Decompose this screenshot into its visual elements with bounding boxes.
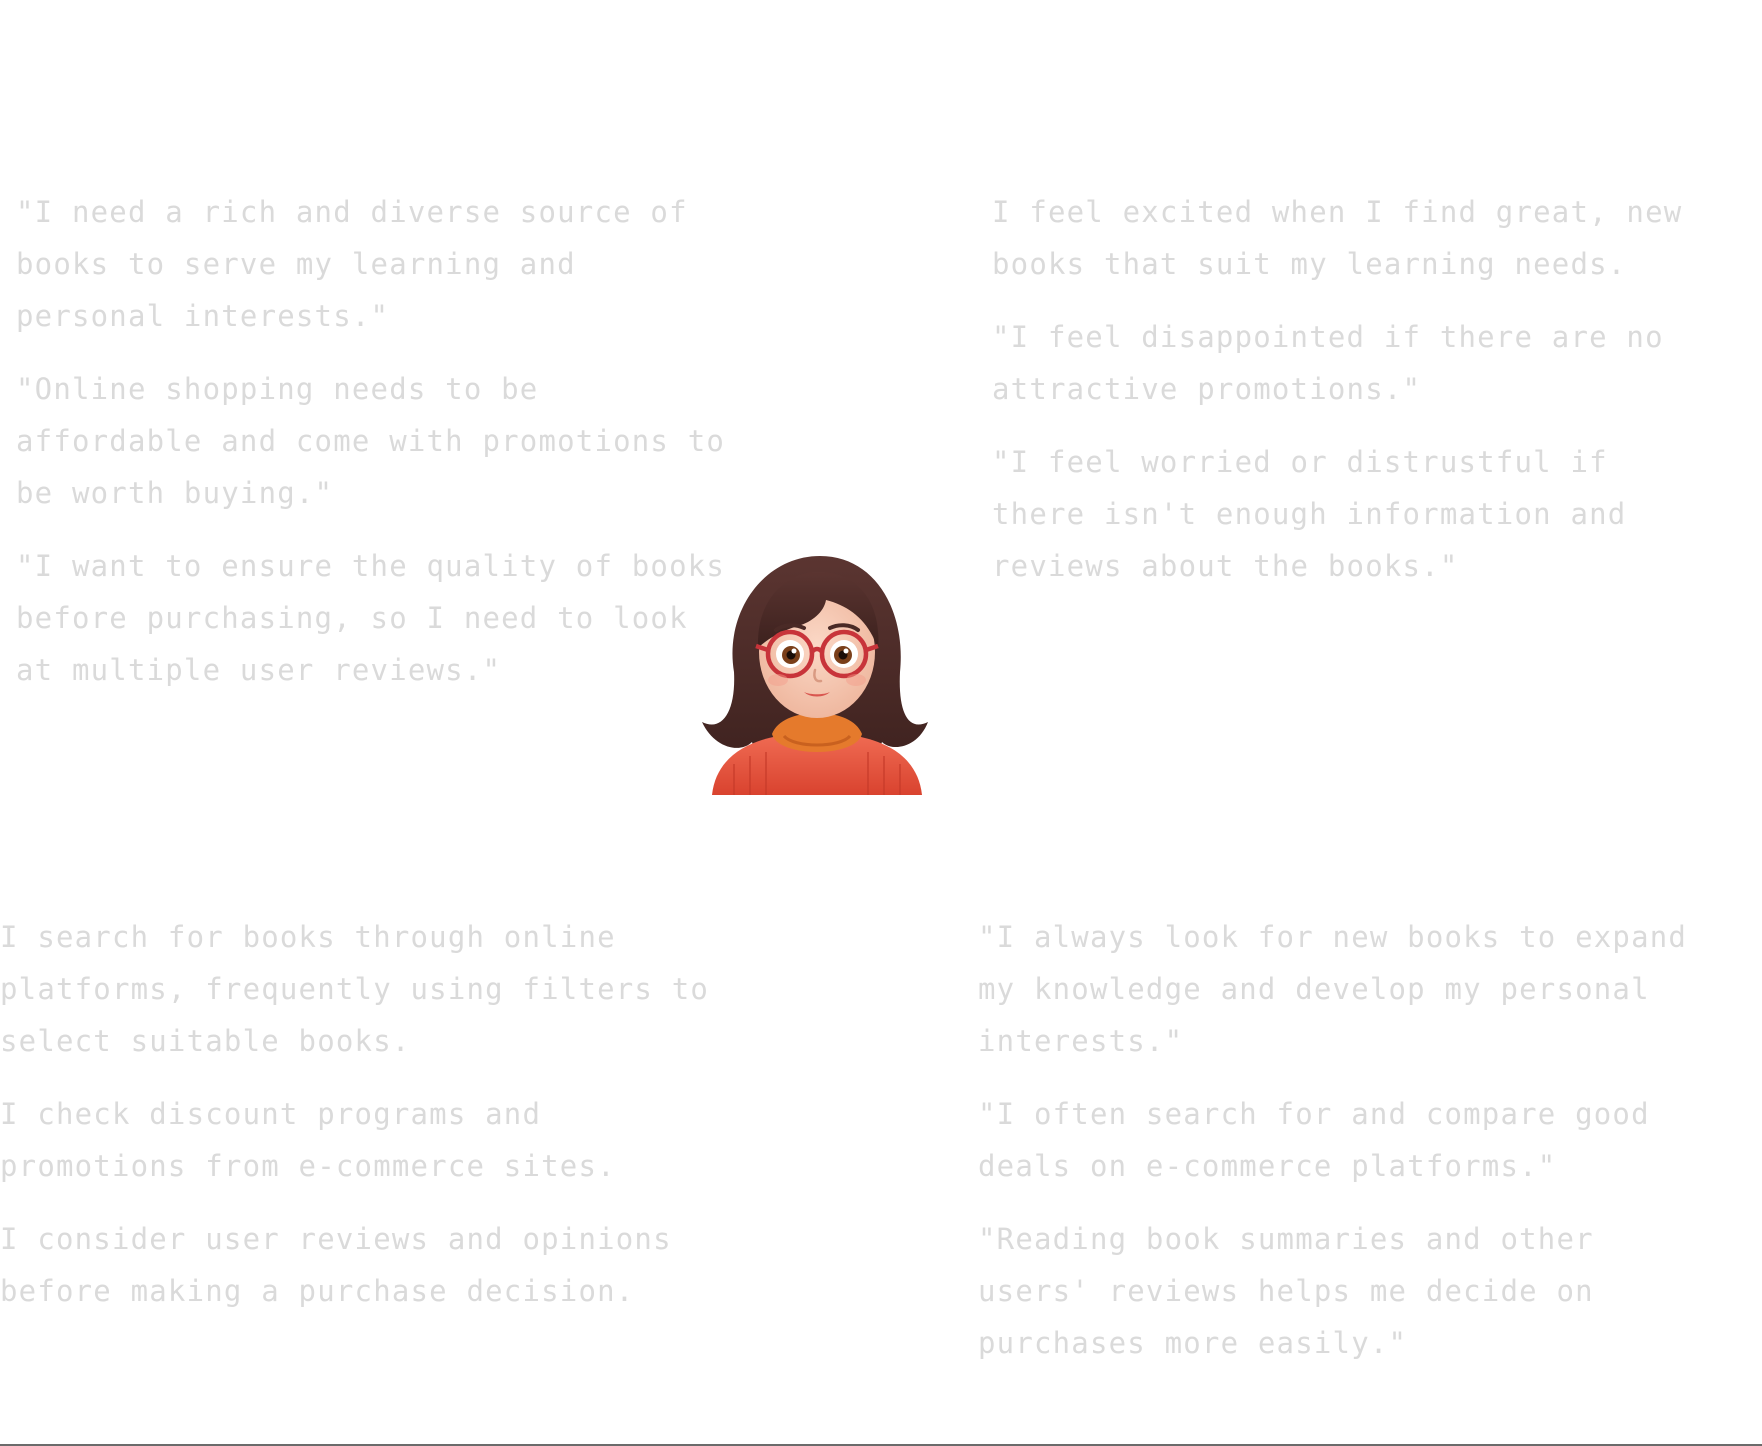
thinks-note: "I often search for and compare good deals on e-commerce platforms." bbox=[978, 1097, 1650, 1183]
does-note: I consider user reviews and opinions before making a purchase decision. bbox=[0, 1222, 672, 1308]
says-quadrant bbox=[16, 186, 736, 717]
feels-quadrant bbox=[992, 186, 1712, 613]
thinks-note: "I always look for new books to expand my knowledge and develop my personal interests." bbox=[978, 920, 1688, 1058]
does-note: I check discount programs and promotions from e-commerce sites. bbox=[0, 1097, 616, 1183]
does-note: I search for books through online platforms, frequently using filters to select suitable books. bbox=[0, 920, 710, 1058]
thinks-quadrant bbox=[978, 911, 1698, 1390]
does-quadrant bbox=[0, 911, 720, 1338]
says-note: "I need a rich and diverse source of books to serve my learning and personal interests." bbox=[16, 195, 688, 333]
says-note: "Online shopping needs to be affordable and come with promotions to be worth buying." bbox=[16, 372, 726, 510]
says-note: "I want to ensure the quality of books before purchasing, so I need to look at multiple user reviews." bbox=[16, 549, 726, 687]
feels-note: "I feel worried or distrustful if there isn't enough information and reviews about the books." bbox=[992, 445, 1627, 583]
persona-avatar-icon bbox=[694, 552, 940, 795]
feels-note: I feel excited when I find great, new books that suit my learning needs. bbox=[992, 195, 1683, 281]
thinks-note: "Reading book summaries and other users' reviews helps me decide on purchases more easily." bbox=[978, 1222, 1594, 1360]
feels-note: "I feel disappointed if there are no attractive promotions." bbox=[992, 320, 1664, 406]
